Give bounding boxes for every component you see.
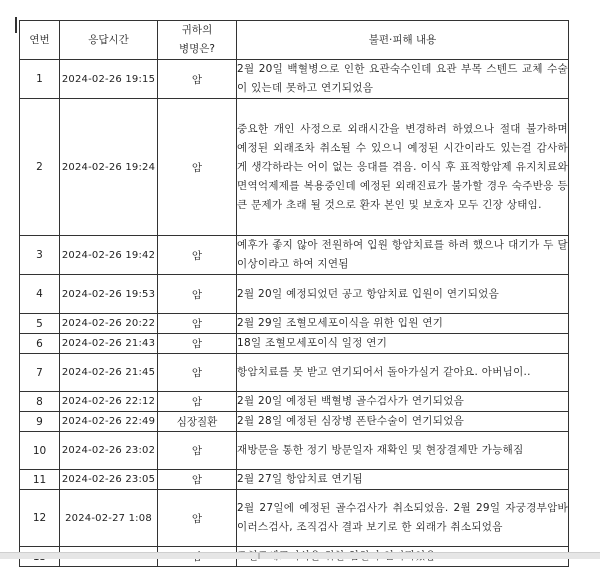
cell-content: 중요한 개인 사정으로 외래시간을 변경하려 하였으나 절대 불가하며 예정된 외래조차 취소될 수 있으니 예정된 시간이라도 있는걸 감사하게 생각하라는 어이 없는 응대를 겪음. 이식 후 표적항암제 유지치료와 면역억제제를 복용중인데 예정된 외래진료가 불가할 경우 숙주반응 등 큰 문제가 초래 될 것으로 환자 본인 및 보호자 모두 긴장 상태임.: [237, 99, 569, 236]
cell-content: 항암치료를 못 받고 연기되어서 돌아가실거 같아요. 아버님이..: [237, 354, 569, 392]
cell-time: 2024-02-26 22:49: [60, 412, 158, 432]
cell-content: 2월 20일 백혈병으로 인한 요관숙수인데 요관 부목 스텐드 교체 수술이 있는데 못하고 연기되었음: [237, 60, 569, 99]
header-time: 응답시간: [60, 21, 158, 60]
cell-content: 2월 27일에 예정된 골수검사가 취소되었음. 2월 29일 자궁경부암바이러스검사, 조직검사 결과 보기로 한 외래가 취소되었음: [237, 490, 569, 547]
cell-num: 6: [20, 334, 60, 354]
cell-disease: 암: [158, 490, 237, 547]
header-disease: [158, 21, 237, 60]
table-row: [20, 334, 569, 354]
cell-content: 예후가 좋지 않아 전원하여 입원 항암치료를 하려 했으나 대기가 두 달 이상이라고 하여 지연됨: [237, 236, 569, 275]
table-row: [20, 392, 569, 412]
complaint-table: [19, 20, 569, 567]
cell-content: 2월 29일 조혈모세포이식을 위한 입원 연기: [237, 314, 569, 334]
table-header-row: [20, 21, 569, 60]
table-row: [20, 314, 569, 334]
table-row: [20, 470, 569, 490]
cell-num: 5: [20, 314, 60, 334]
table-row: [20, 236, 569, 275]
table-row: [20, 432, 569, 470]
scrollbar-divider: [258, 553, 260, 559]
header-num: 연번: [20, 21, 60, 60]
cell-content: 2월 20일 예정되었던 공고 항암치료 입원이 연기되었음: [237, 275, 569, 314]
cell-content: 2월 27일 항암치료 연기됨: [237, 470, 569, 490]
cell-time: 2024-02-26 19:24: [60, 99, 158, 236]
cell-time: 2024-02-26 23:05: [60, 470, 158, 490]
cell-time: 2024-02-26 21:43: [60, 334, 158, 354]
cell-disease: 암: [158, 60, 237, 99]
cell-disease: 암: [158, 275, 237, 314]
cell-disease: 암: [158, 354, 237, 392]
header-content: 불편·피해 내용: [237, 21, 569, 60]
cell-disease: 암: [158, 432, 237, 470]
cell-num: 7: [20, 354, 60, 392]
cell-disease: 암: [158, 392, 237, 412]
table-row: [20, 275, 569, 314]
cell-disease: 심장질환: [158, 412, 237, 432]
table-row: [20, 490, 569, 547]
cell-time: 2024-02-26 20:22: [60, 314, 158, 334]
cell-num: 3: [20, 236, 60, 275]
table-row: [20, 99, 569, 236]
cell-time: 2024-02-26 19:42: [60, 236, 158, 275]
table-row: [20, 354, 569, 392]
cell-num: 4: [20, 275, 60, 314]
text-cursor: [15, 17, 17, 33]
cell-content: 2월 20일 예정된 백혈병 골수검사가 연기되었음: [237, 392, 569, 412]
cell-content: 18일 조혈모세포이식 일정 연기: [237, 334, 569, 354]
table-row: [20, 412, 569, 432]
cell-content: 재방문을 통한 정기 방문일자 재확인 및 현장결제만 가능해짐: [237, 432, 569, 470]
cell-time: 2024-02-26 23:02: [60, 432, 158, 470]
cell-disease: 암: [158, 314, 237, 334]
cell-time: 2024-02-26 22:12: [60, 392, 158, 412]
cell-num: 2: [20, 99, 60, 236]
header-disease-line2: 병명은?: [178, 43, 215, 55]
cell-time: 2024-02-27 1:08: [60, 490, 158, 547]
cell-time: 2024-02-26 19:15: [60, 60, 158, 99]
cell-disease: 암: [158, 236, 237, 275]
cell-time: 2024-02-26 19:53: [60, 275, 158, 314]
cell-num: 11: [20, 470, 60, 490]
cell-num: 10: [20, 432, 60, 470]
cell-content: 2월 28일 예정된 심장병 폰탄수술이 연기되었음: [237, 412, 569, 432]
cell-time: 2024-02-26 21:45: [60, 354, 158, 392]
cell-disease: 암: [158, 99, 237, 236]
cell-num: 12: [20, 490, 60, 547]
header-disease-line1: 귀하의: [181, 24, 213, 36]
cell-disease: 암: [158, 334, 237, 354]
cell-num: 9: [20, 412, 60, 432]
cell-num: 8: [20, 392, 60, 412]
table-row: [20, 60, 569, 99]
cell-disease: 암: [158, 470, 237, 490]
cell-num: 1: [20, 60, 60, 99]
